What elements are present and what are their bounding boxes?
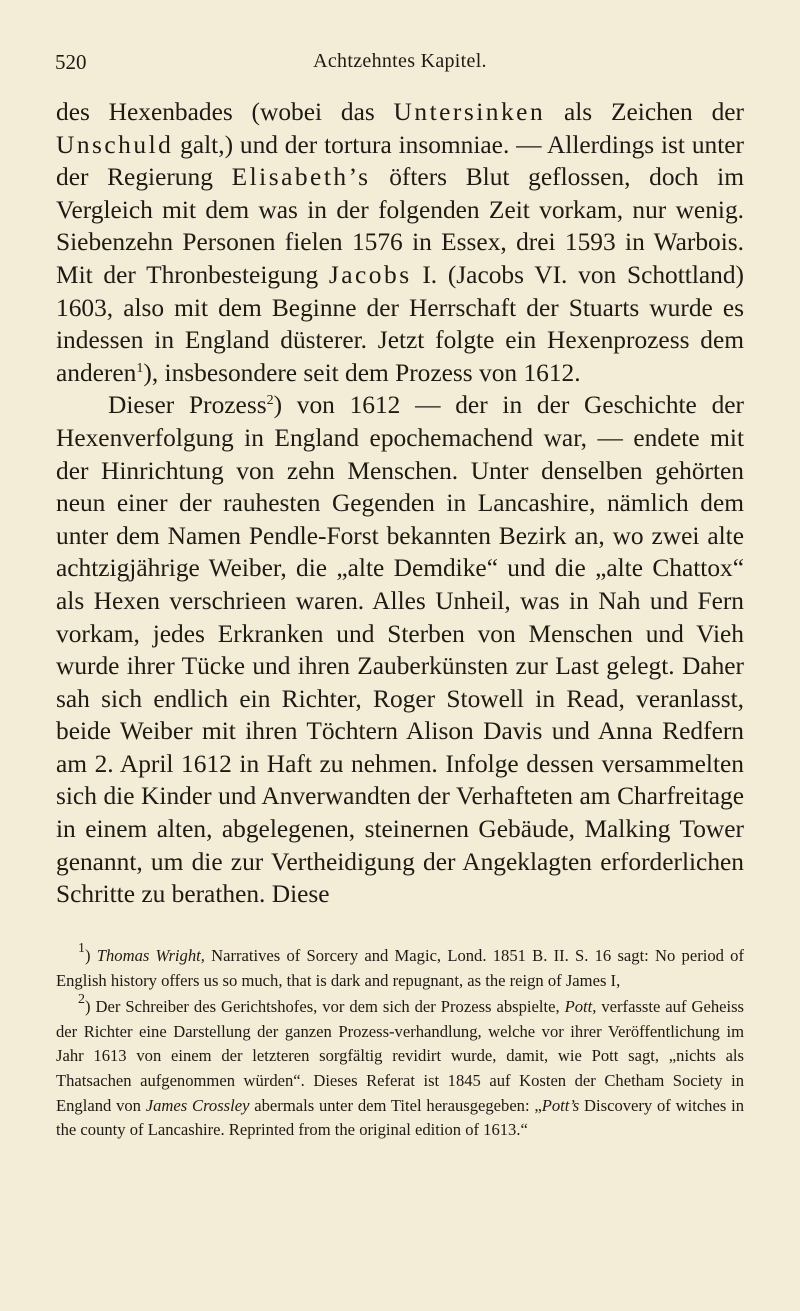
running-title: Achtzehntes Kapitel. xyxy=(313,50,487,72)
main-text xyxy=(56,96,744,911)
paragraph-1: des Hexenbades (wobei das Untersinken als Zeichen der Unschuld galt,) und der tortura insomniae. — Allerdings ist unter der Regierung Elisabeth’s öfters Blut geflossen, doch im Vergleich mit dem was in der folgenden Zeit vorkam, nur wenig. Siebenzehn Personen fielen 1576 in Essex, drei 1593 in Warbois. Mit der Thronbesteigung Jacobs I. (Jacobs VI. von Schottland) 1603, also mit dem Beginne der Herrschaft der Stuarts wurde es indessen in England düsterer. Jetzt folgte ein Hexenprozess dem anderen$^1$), insbesondere seit dem Prozess von 1612. xyxy=(56,98,745,387)
footnote-2: $^2$) Der Schreiber des Gerichtshofes, vor dem sich der Prozess abspielte, Pott, verfasste auf Geheiss der Richter eine Darstellung der ganzen Prozess-verhandlung, welche vor ihrer Veröffentlichung im Jahr 1613 von einem der letzteren sorgfältig revidirt wurde, damit, wie Pott sagt, „nichts als Thatsachen aufgenommen würden“. Dieses Referat ist 1845 auf Kosten der Chetham Society in England von James Crossley abermals unter dem Titel herausgegeben: „Pott’s Discovery of witches in the county of Lancashire. Reprinted from the original edition of 1613.“ xyxy=(56,992,745,1140)
footnote-1: $^1$) Thomas Wright, Narratives of Sorcery and Magic, Lond. 1851 B. II. S. 16 sagt: No period of English history offers us so much, that is dark and repugnant, as the reign of James I, xyxy=(56,941,744,990)
page-header xyxy=(55,50,745,80)
page-number: 520 xyxy=(55,50,87,74)
footnote-ref-2: 2 xyxy=(266,393,274,409)
footnotes xyxy=(56,941,745,1143)
footnote-ref-1: 1 xyxy=(136,360,144,376)
paragraph-2: Dieser Prozess$^2$) von 1612 — der in der Geschichte der Hexenverfolgung in England epochemachend war, — endete mit der Hinrichtung von zehn Menschen. Unter denselben gehörten neun einer der rauhesten Gegenden in Lancashire, nämlich dem unter dem Namen Pendle-Forst bekannten Bezirk an, wo zwei alte achtzigjährige Weiber, die „alte Demdike“ und die „alte Chattox“ als Hexen verschrieen waren. Alles Unheil, was in Nah und Fern vorkam, jedes Erkranken und Sterben von Menschen und Vieh wurde ihrer Tücke und ihren Zauberkünsten zur Last gelegt. Daher sah sich endlich ein Richter, Roger Stowell in Read, veranlasst, beide Weiber mit ihren Töchtern Alison Davis und Anna Redfern am 2. April 1612 in Haft zu nehmen. Infolge dessen versammelten sich die Kinder und Anverwandten der Verhafteten am Charfreitage in einem alten, abgelegenen, steinernen Gebäude, Malking Tower genannt, um die zur Vertheidigung der Angeklagten erforderlichen Schritte zu berathen. Diese xyxy=(56,391,744,909)
